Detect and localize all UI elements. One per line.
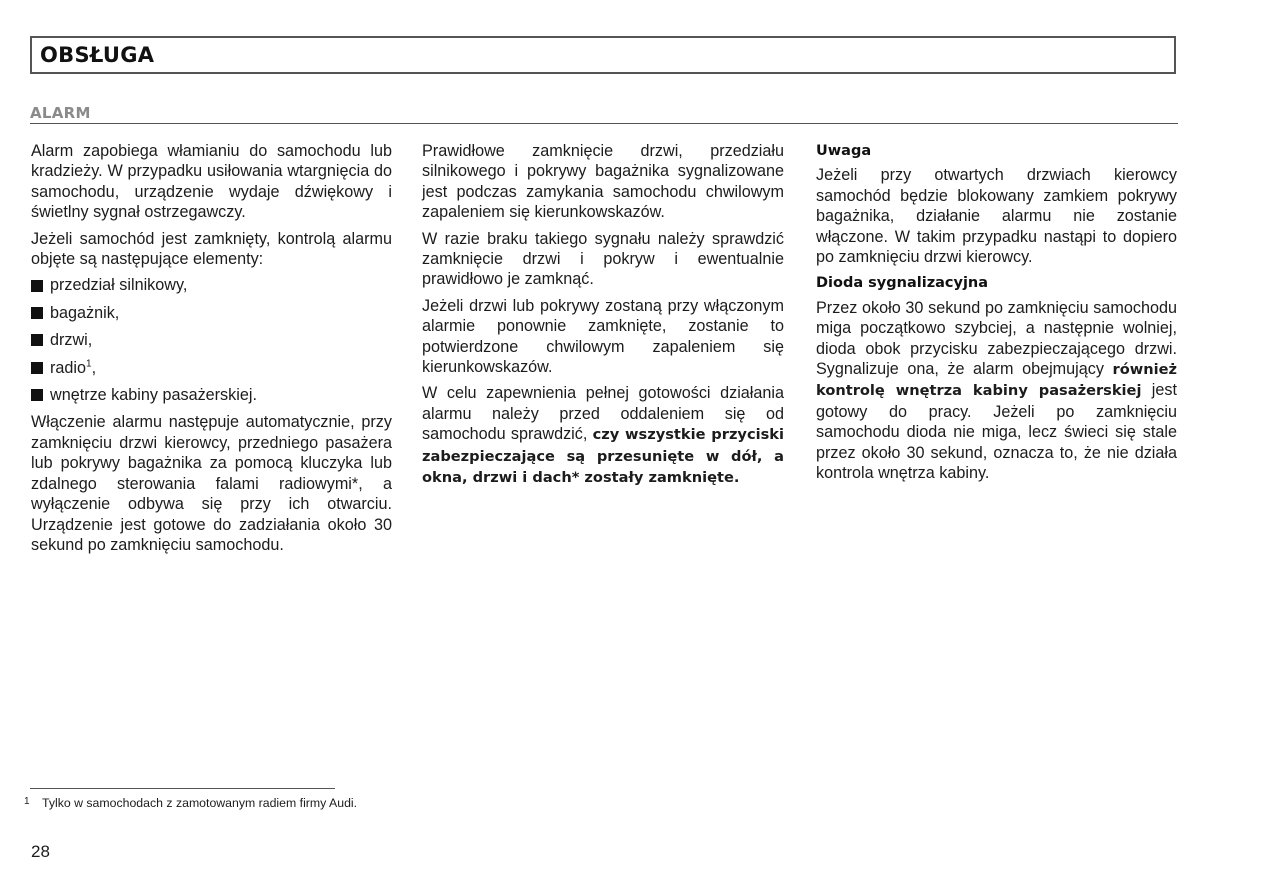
section-title: ALARM: [30, 104, 91, 122]
column-1: [31, 141, 392, 561]
paragraph-text: jest gotowy do pracy. Jeżeli po zamknięciu samochodu dioda nie miga, lecz świeci się stale przez około 30 sekund, oznacza to, że nie działa kontrola wnętrza kabiny.: [816, 381, 1177, 483]
footnote-reference: 1: [86, 358, 92, 370]
list-item-label: [50, 358, 96, 378]
bullet-square-icon: [31, 362, 43, 374]
paragraph: Alarm zapobiega włamianiu do samochodu lub kradzieży. W przypadku usiłowania wtargnięcia do samochodu, urządzenie wydaje dźwiękowy i świetlny sygnał ostrzegawczy.: [31, 142, 392, 222]
list-item: [31, 303, 392, 323]
paragraph: Jeżeli drzwi lub pokrywy zostaną przy włączonym alarmie ponownie zamknięte, zostanie to potwierdzone chwilowym zapaleniem się kierunkowskazów.: [422, 296, 784, 377]
list-item: [31, 330, 392, 350]
paragraph: [816, 298, 1177, 484]
emphasis-text: również kontrolę wnętrza kabiny pasażerskiej: [816, 361, 1178, 400]
footnote-divider: [30, 788, 335, 789]
chapter-header: [30, 36, 1176, 74]
paragraph: Jeżeli samochód jest zamknięty, kontrolą alarmu objęte są następujące elementy:: [31, 229, 392, 269]
column-3: [816, 141, 1177, 490]
bullet-square-icon: [31, 280, 43, 292]
list-item-label: wnętrze kabiny pasażerskiej.: [50, 386, 257, 405]
bullet-square-icon: [31, 307, 43, 319]
paragraph-text: W celu zapewnienia pełnej gotowości działania alarmu należy przed oddaleniem się od samochodu sprawdzić,: [422, 384, 784, 444]
paragraph: [422, 383, 784, 488]
list-item-label: przedział silnikowy,: [50, 276, 188, 295]
bullet-square-icon: [31, 389, 43, 401]
section-divider: [30, 123, 1178, 124]
emphasis-text: czy wszystkie przyciski zabezpieczające są przesunięte w dół, a okna, drzwi i dach* zostały zamknięte.: [422, 426, 784, 487]
paragraph: Jeżeli przy otwartych drzwiach kierowcy samochód będzie blokowany zamkiem pokrywy bagażnika, działanie alarmu nie zostanie włączone. W takim przypadku nastąpi to dopiero po zamknięciu drzwi kierowcy.: [816, 166, 1177, 267]
chapter-title: OBSŁUGA: [40, 43, 155, 67]
list-item-label: drzwi,: [50, 331, 93, 350]
subsection-heading: Dioda sygnalizacyjna: [816, 275, 989, 292]
paragraph-text: Przez około 30 sekund po zamknięciu samochodu miga początkowo szybciej, a następnie wolniej, dioda obok przycisku zabezpieczającego drzwi. Sygnalizuje ona, że alarm obejmujący: [816, 298, 1177, 379]
paragraph: W razie braku takiego sygnału należy sprawdzić zamknięcie drzwi i pokryw i ewentualnie prawidłowo je zamknąć.: [422, 229, 784, 289]
column-2: [422, 141, 784, 495]
list-item-suffix: ,: [91, 358, 97, 377]
paragraph: Prawidłowe zamknięcie drzwi, przedziału silnikowego i pokrywy bagażnika sygnalizowane jest podczas zamykania samochodu chwilowym zapaleniem się kierunkowskazów.: [422, 142, 784, 222]
footnote-mark: 1: [24, 796, 30, 807]
list-item-text: radio: [50, 358, 86, 377]
footnote-text: Tylko w samochodach z zamotowanym radiem firmy Audi.: [42, 796, 358, 810]
list-item: [31, 385, 392, 405]
bullet-square-icon: [31, 334, 43, 346]
list-item: [31, 275, 392, 295]
paragraph: Włączenie alarmu następuje automatycznie, przy zamknięciu drzwi kierowcy, przedniego pasażera lub pokrywy bagażnika za pomocą kluczyka lub zdalnego sterowania falami radiowymi*, a wyłączenie odbywa się przy ich otwarciu. Urządzenie jest gotowe do zadziałania około 30 sekund po zamknięciu samochodu.: [31, 413, 392, 554]
list-item-label: bagażnik,: [50, 303, 120, 322]
note-heading: Uwaga: [816, 143, 872, 159]
footnote: [24, 796, 404, 811]
list-item: [31, 358, 392, 378]
page-number: 28: [31, 842, 50, 861]
